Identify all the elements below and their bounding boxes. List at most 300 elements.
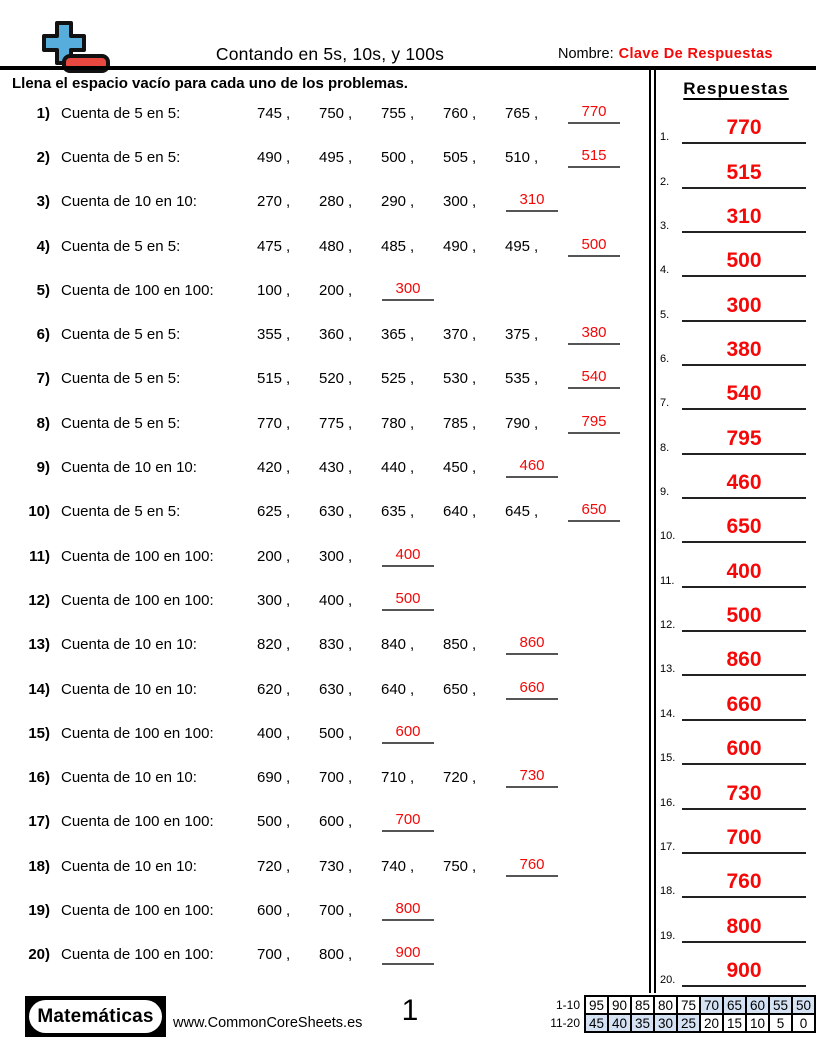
sequence-number: 440 , [381,459,415,477]
comma-separator: , [286,148,291,166]
comma-separator: , [472,326,477,344]
comma-separator: , [348,724,353,742]
comma-separator: , [410,769,415,787]
comma-separator: , [286,946,291,964]
answer-item [656,543,816,587]
comma-separator: , [472,459,477,477]
problem-prompt: Cuenta de 10 en 10: [61,857,197,875]
comma-separator: , [534,414,539,432]
answer-line [682,472,806,499]
score-grid-cell: 50 [792,996,815,1014]
comma-separator: , [286,901,291,919]
problem-number: 7) [36,370,50,388]
sequence-number: 370 , [443,326,477,344]
sequence-number: 375 , [505,326,539,344]
brand-label: Matemáticas [29,1000,162,1033]
comma-separator: , [410,326,415,344]
comma-separator: , [472,237,477,255]
sequence-number: 770 , [257,414,291,432]
comma-separator: , [286,857,291,875]
sequence-number: 720 , [257,857,291,875]
sequence-number: 645 , [505,503,539,521]
answer-blank: 540 [568,368,620,389]
sequence-number: 840 , [381,636,415,654]
problem-sequence [257,767,558,788]
sequence-number: 500 , [319,724,353,742]
answer-item-number: 11. [660,574,675,587]
sequence-number: 755 , [381,104,415,122]
answer-value: 500 [726,604,762,628]
score-grid-cell: 95 [585,996,608,1014]
comma-separator: , [410,857,415,875]
sequence-number: 750 , [319,104,353,122]
problem-row [0,578,648,622]
problem-prompt: Cuenta de 100 en 100: [61,946,214,964]
sequence-number: 510 , [505,148,539,166]
score-grid-label: 11-20 [550,1016,580,1030]
problem-prompt: Cuenta de 5 en 5: [61,148,181,166]
score-grid-cell: 80 [654,996,677,1014]
problem-number: 12) [28,591,50,609]
sequence-number: 535 , [505,370,539,388]
answer-line [682,649,806,676]
answer-item-number: 16. [660,796,676,809]
problem-number: 3) [36,193,50,211]
answer-item [656,588,816,632]
problem-row [0,844,648,888]
sequence-number: 830 , [319,636,353,654]
problem-row [0,135,648,179]
comma-separator: , [410,503,415,521]
answers-panel [656,70,816,993]
answer-blank: 460 [506,457,558,478]
problem-sequence [257,413,620,434]
comma-separator: , [410,414,415,432]
problem-sequence [257,501,620,522]
problem-number: 19) [28,901,50,919]
answer-item-number: 6. [660,353,670,366]
comma-separator: , [348,148,353,166]
comma-separator: , [472,636,477,654]
answer-value: 860 [726,648,762,672]
problem-sequence [257,324,620,345]
sequence-number: 420 , [257,459,291,477]
score-grid [545,995,816,1033]
problem-prompt: Cuenta de 100 en 100: [61,813,214,831]
problem-number: 16) [28,769,50,787]
answer-blank: 660 [506,679,558,700]
sequence-number: 100 , [257,281,291,299]
answer-item [656,455,816,499]
answer-value: 795 [726,426,762,450]
answer-item [656,810,816,854]
answer-line [682,206,806,233]
score-grid-cell: 15 [723,1014,746,1032]
answer-item-number: 7. [660,397,670,410]
problem-number: 13) [28,636,50,654]
sequence-number: 620 , [257,680,291,698]
answer-value: 500 [726,249,762,273]
comma-separator: , [286,724,291,742]
answer-item [656,499,816,543]
comma-separator: , [348,813,353,831]
sequence-number: 635 , [381,503,415,521]
problem-row [0,623,648,667]
answers-title: Respuestas [683,79,789,98]
comma-separator: , [534,326,539,344]
answer-blank: 310 [506,191,558,212]
sequence-number: 290 , [381,193,415,211]
comma-separator: , [472,104,477,122]
score-grid-body [545,996,815,1032]
sequence-number: 400 , [319,591,353,609]
sequence-number: 640 , [443,503,477,521]
problem-prompt: Cuenta de 10 en 10: [61,459,197,477]
comma-separator: , [410,636,415,654]
comma-separator: , [410,370,415,388]
answer-blank: 760 [506,856,558,877]
sequence-number: 720 , [443,769,477,787]
name-value: Clave De Respuestas [618,46,773,62]
answer-blank: 600 [382,723,434,744]
comma-separator: , [348,636,353,654]
sequence-number: 785 , [443,414,477,432]
sequence-number: 365 , [381,326,415,344]
comma-separator: , [534,237,539,255]
sequence-number: 200 , [319,281,353,299]
answer-value: 800 [726,914,762,938]
comma-separator: , [410,459,415,477]
sequence-number: 760 , [443,104,477,122]
comma-separator: , [410,680,415,698]
problem-row [0,91,648,135]
comma-separator: , [410,193,415,211]
answer-line [682,960,806,987]
comma-separator: , [472,503,477,521]
problem-number: 6) [36,326,50,344]
answer-item-number: 5. [660,308,670,321]
sequence-number: 530 , [443,370,477,388]
comma-separator: , [286,547,291,565]
problem-prompt: Cuenta de 10 en 10: [61,193,197,211]
comma-separator: , [410,104,415,122]
comma-separator: , [348,857,353,875]
comma-separator: , [348,680,353,698]
answer-item [656,854,816,898]
sequence-number: 600 , [319,813,353,831]
answer-item-number: 9. [660,486,670,499]
comma-separator: , [286,636,291,654]
footer [0,993,816,1040]
answer-item-number: 15. [660,752,676,765]
problem-prompt: Cuenta de 100 en 100: [61,281,214,299]
answer-line [682,605,806,632]
answer-line [682,783,806,810]
problem-sequence [257,368,620,389]
answer-item-number: 4. [660,264,670,277]
comma-separator: , [286,769,291,787]
answer-blank: 770 [568,103,620,124]
sequence-number: 360 , [319,326,353,344]
problem-sequence [257,191,558,212]
answer-blank: 900 [382,944,434,965]
comma-separator: , [348,459,353,477]
answer-item-number: 10. [660,530,676,543]
answer-blank: 500 [568,236,620,257]
comma-separator: , [348,326,353,344]
sequence-number: 765 , [505,104,539,122]
problem-prompt: Cuenta de 5 en 5: [61,414,181,432]
problem-sequence [257,103,620,124]
answer-item [656,943,816,987]
answer-item [656,765,816,809]
problem-prompt: Cuenta de 100 en 100: [61,901,214,919]
answer-line [682,295,806,322]
answer-value: 660 [726,692,762,716]
problem-prompt: Cuenta de 10 en 10: [61,769,197,787]
sequence-number: 710 , [381,769,415,787]
answer-line [682,383,806,410]
comma-separator: , [472,857,477,875]
answer-item-number: 13. [660,663,676,676]
score-grid-row [545,996,815,1014]
answer-item [656,322,816,366]
score-grid-cell: 85 [631,996,654,1014]
sequence-number: 730 , [319,857,353,875]
score-grid-cell: 25 [677,1014,700,1032]
problem-sequence [257,590,434,611]
answer-item-number: 2. [660,175,670,188]
problem-row [0,755,648,799]
answer-line [682,339,806,366]
problem-number: 10) [28,503,50,521]
answer-value: 515 [726,160,762,184]
sequence-number: 300 , [443,193,477,211]
problem-row [0,357,648,401]
sequence-number: 850 , [443,636,477,654]
score-grid-cell: 60 [746,996,769,1014]
sequence-number: 600 , [257,901,291,919]
problem-row [0,933,648,977]
sidebar-divider [649,70,656,993]
comma-separator: , [348,370,353,388]
answer-line [682,561,806,588]
problem-row [0,312,648,356]
answer-item-number: 12. [660,619,676,632]
answer-item-number: 1. [660,131,670,144]
problem-number: 17) [28,813,50,831]
comma-separator: , [348,946,353,964]
sequence-number: 300 , [319,547,353,565]
answer-line [682,827,806,854]
score-grid-cell: 5 [769,1014,792,1032]
answer-item-number: 17. [660,840,676,853]
score-grid-cell: 20 [700,1014,723,1032]
score-grid-cell: 0 [792,1014,815,1032]
problem-number: 4) [36,237,50,255]
answer-blank: 500 [382,590,434,611]
sequence-number: 300 , [257,591,291,609]
answer-value: 760 [726,870,762,894]
answer-item [656,366,816,410]
sequence-number: 630 , [319,680,353,698]
answer-blank: 800 [382,900,434,921]
problem-number: 11) [29,547,50,565]
sequence-number: 495 , [505,237,539,255]
sequence-number: 625 , [257,503,291,521]
comma-separator: , [348,769,353,787]
problem-prompt: Cuenta de 5 en 5: [61,237,181,255]
sequence-number: 700 , [319,901,353,919]
sequence-number: 400 , [257,724,291,742]
sequence-number: 490 , [257,148,291,166]
score-grid-cell: 90 [608,996,631,1014]
problem-row [0,401,648,445]
answer-value: 900 [726,958,762,982]
comma-separator: , [348,591,353,609]
problem-sequence [257,634,558,655]
sequence-number: 475 , [257,237,291,255]
problem-number: 2) [36,148,50,166]
score-grid-cell: 30 [654,1014,677,1032]
problem-prompt: Cuenta de 10 en 10: [61,636,197,654]
answer-value: 310 [726,205,762,229]
sequence-number: 500 , [381,148,415,166]
score-grid-cell: 70 [700,996,723,1014]
problem-number: 8) [36,414,50,432]
comma-separator: , [348,193,353,211]
answer-value: 650 [726,515,762,539]
comma-separator: , [348,503,353,521]
comma-separator: , [286,813,291,831]
answer-line [682,871,806,898]
sequence-number: 630 , [319,503,353,521]
sequence-number: 790 , [505,414,539,432]
answer-blank: 515 [568,147,620,168]
comma-separator: , [534,104,539,122]
problem-number: 18) [28,857,50,875]
problem-sequence [257,900,434,921]
answer-value: 600 [726,737,762,761]
sequence-number: 480 , [319,237,353,255]
sequence-number: 450 , [443,459,477,477]
answer-item-number: 8. [660,441,670,454]
answer-item [656,632,816,676]
comma-separator: , [348,104,353,122]
answer-value: 770 [726,116,762,140]
comma-separator: , [472,680,477,698]
answer-blank: 795 [568,413,620,434]
sequence-number: 775 , [319,414,353,432]
comma-separator: , [286,193,291,211]
answer-line [682,117,806,144]
sequence-number: 820 , [257,636,291,654]
answer-line [682,162,806,189]
answer-item [656,277,816,321]
comma-separator: , [410,148,415,166]
comma-separator: , [534,370,539,388]
problem-row [0,268,648,312]
problem-sequence [257,280,434,301]
sequence-number: 525 , [381,370,415,388]
problem-prompt: Cuenta de 10 en 10: [61,680,197,698]
problem-row [0,445,648,489]
comma-separator: , [410,237,415,255]
comma-separator: , [286,104,291,122]
comma-separator: , [286,503,291,521]
score-grid-cell: 40 [608,1014,631,1032]
answer-item [656,898,816,942]
problem-prompt: Cuenta de 5 en 5: [61,370,181,388]
answer-line [682,250,806,277]
problem-row [0,888,648,932]
sequence-number: 200 , [257,547,291,565]
comma-separator: , [348,547,353,565]
score-grid-row [545,1014,815,1032]
answer-item-number: 3. [660,220,670,233]
problem-sequence [257,236,620,257]
problem-number: 5) [36,281,50,299]
problem-row [0,800,648,844]
sequence-number: 515 , [257,370,291,388]
problem-sequence [257,723,434,744]
answer-value: 730 [726,781,762,805]
sequence-number: 750 , [443,857,477,875]
sequence-number: 520 , [319,370,353,388]
sequence-number: 740 , [381,857,415,875]
comma-separator: , [534,503,539,521]
score-grid-cell: 65 [723,996,746,1014]
comma-separator: , [348,281,353,299]
answer-item-number: 20. [660,973,676,986]
answer-item-number: 19. [660,929,676,942]
problem-sequence [257,147,620,168]
answer-item [656,144,816,188]
score-grid-label: 1-10 [555,998,580,1012]
answer-line [682,516,806,543]
problem-sequence [257,679,558,700]
problem-number: 14) [28,680,50,698]
score-grid-cell: 45 [585,1014,608,1032]
sequence-number: 700 , [319,769,353,787]
score-grid-cell: 10 [746,1014,769,1032]
sequence-number: 700 , [257,946,291,964]
problem-number: 1) [36,104,50,122]
sequence-number: 640 , [381,680,415,698]
answer-item [656,676,816,720]
answer-blank: 300 [382,280,434,301]
comma-separator: , [472,193,477,211]
problem-row [0,224,648,268]
answer-item [656,721,816,765]
answers-list [656,100,816,987]
sequence-number: 690 , [257,769,291,787]
answer-line [682,694,806,721]
answer-line [682,738,806,765]
answer-blank: 700 [382,811,434,832]
answer-blank: 860 [506,634,558,655]
comma-separator: , [472,370,477,388]
sequence-number: 490 , [443,237,477,255]
sequence-number: 280 , [319,193,353,211]
answer-value: 540 [726,382,762,406]
problem-prompt: Cuenta de 100 en 100: [61,591,214,609]
sequence-number: 430 , [319,459,353,477]
problem-row [0,667,648,711]
name-row [558,46,773,62]
page-title: Contando en 5s, 10s, y 100s [215,44,445,64]
score-grid-cell: 55 [769,996,792,1014]
